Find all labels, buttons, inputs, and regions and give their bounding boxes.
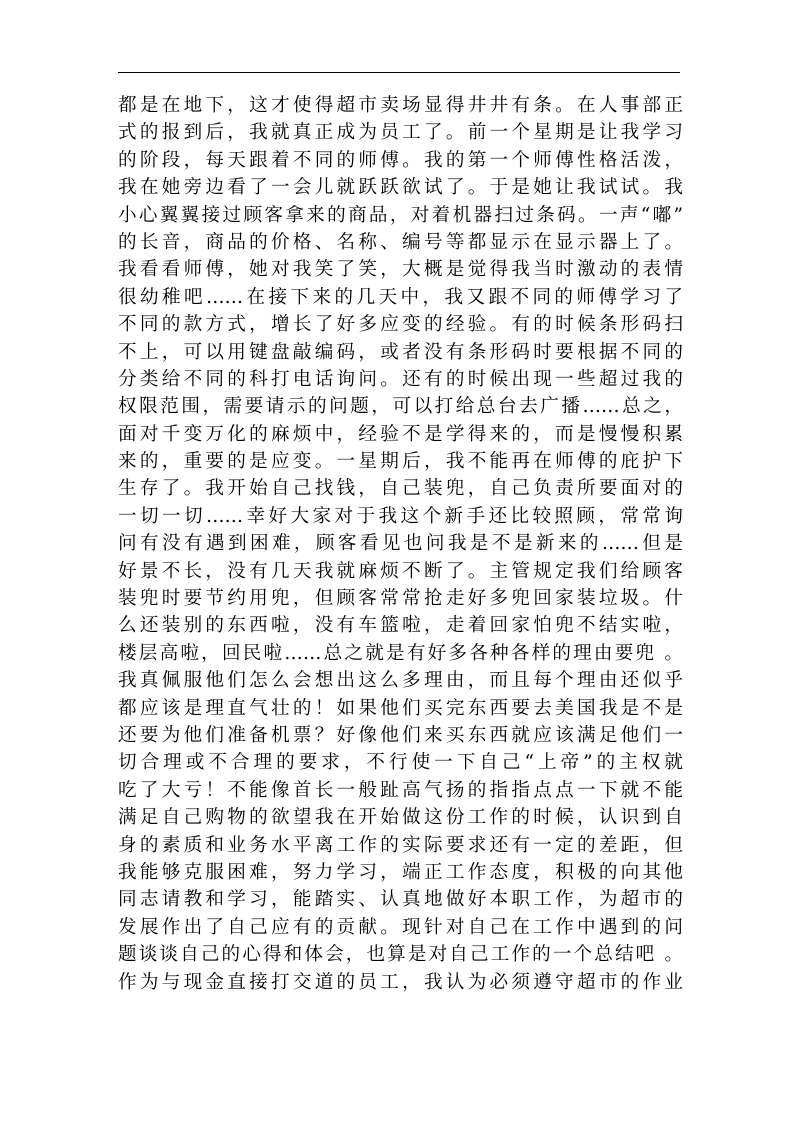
text-line: 都是在地下，这才使得超市卖场显得井井有条。在人事部正 [118, 95, 683, 116]
text-line: 楼层高啦，回民啦……总之就是有好多各种各样的理由要兜 。 [118, 642, 683, 664]
text-line: 小心翼翼接过顾客拿来的商品，对着机器扫过条码。一声“嘟” [118, 204, 683, 226]
text-line: 题谈谈自己的心得和体会，也算是对自己工作的一个总结吧 。 [118, 944, 683, 966]
body-text [118, 92, 683, 996]
text-line: 不上，可以用键盘敲编码，或者没有条形码时要根据不同的 [118, 341, 683, 363]
text-line: 还要为他们准备机票？好像他们来买东西就应该满足他们一 [118, 724, 683, 746]
text-line: 切合理或不合理的要求，不行使一下自己“上帝”的主权就 [118, 752, 683, 774]
text-line: 的长音，商品的价格、名称、编号等都显示在显示器上了。 [118, 231, 683, 253]
text-line: 式的报到后，我就真正成为员工了。前一个星期是让我学习 [118, 122, 683, 144]
header-rule [118, 72, 680, 73]
text-line: 很幼稚吧……在接下来的几天中，我又跟不同的师傅学习了 [118, 286, 683, 308]
text-line: 好景不长，没有几天我就麻烦不断了。主管规定我们给顾客 [118, 560, 683, 582]
text-line: 满足自己购物的欲望我在开始做这份工作的时候，认识到自 [118, 807, 683, 829]
text-line: 都应该是理直气壮的！如果他们买完东西要去美国我是不是 [118, 697, 683, 719]
text-line: 装兜时要节约用兜，但顾客常常抢走好多兜回家装垃圾。什 [118, 588, 683, 610]
text-line: 吃了大亏！不能像首长一般趾高气扬的指指点点一下就不能 [118, 779, 683, 801]
text-line: 来的，重要的是应变。一星期后，我不能再在师傅的庇护下 [118, 451, 683, 473]
text-line: 我看看师傅，她对我笑了笑，大概是觉得我当时激动的表情 [118, 259, 683, 281]
text-line: 分类给不同的科打电话询问。还有的时候出现一些超过我的 [118, 368, 683, 390]
text-line: 我能够克服困难，努力学习，端正工作态度，积极的向其他 [118, 861, 683, 883]
text-line: 么还装别的东西啦，没有车篮啦，走着回家怕兜不结实啦， [118, 615, 683, 637]
text-line: 我在她旁边看了一会儿就跃跃欲试了。于是她让我试试。我 [118, 177, 683, 199]
text-line: 不同的款方式，增长了好多应变的经验。有的时候条形码扫 [118, 314, 683, 336]
text-line: 发展作出了自己应有的贡献。现针对自己在工作中遇到的问 [118, 916, 683, 938]
text-line: 生存了。我开始自己找钱，自己装兜，自己负责所要面对的 [118, 478, 683, 500]
text-line: 一切一切……幸好大家对于我这个新手还比较照顾，常常询 [118, 505, 683, 527]
text-line: 的阶段，每天跟着不同的师傅。我的第一个师傅性格活泼， [118, 149, 683, 171]
text-line: 面对千变万化的麻烦中，经验不是学得来的，而是慢慢积累 [118, 423, 683, 445]
text-line: 问有没有遇到困难，顾客看见也问我是不是新来的……但是 [118, 533, 683, 555]
text-line: 我真佩服他们怎么会想出这么多理由，而且每个理由还似乎 [118, 670, 683, 692]
text-line: 权限范围，需要请示的问题，可以打给总台去广播……总之， [118, 396, 683, 418]
text-line: 身的素质和业务水平离工作的实际要求还有一定的差距，但 [118, 834, 683, 856]
text-line: 作为与现金直接打交道的员工，我认为必须遵守超市的作业 [118, 971, 683, 993]
text-line: 同志请教和学习，能踏实、认真地做好本职工作，为超市的 [118, 889, 683, 911]
